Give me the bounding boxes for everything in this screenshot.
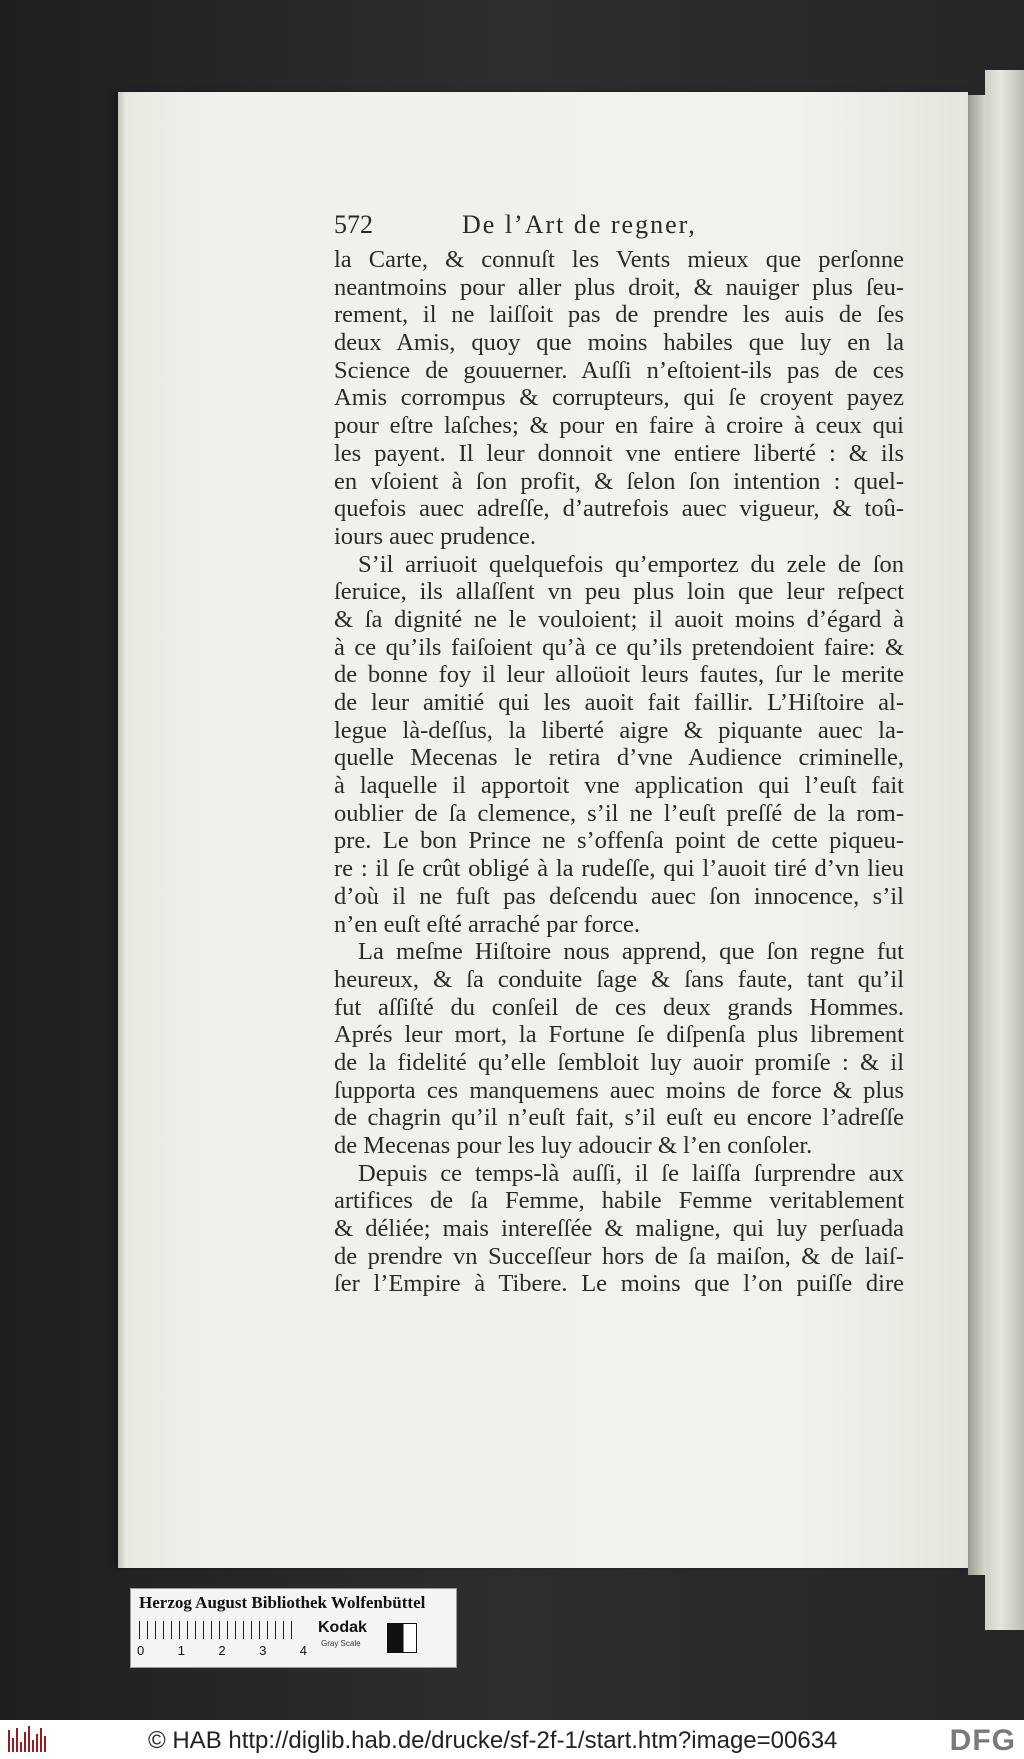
barcode-icon (8, 1726, 46, 1752)
text-line: oublier de ſa clemence, s’il ne l’euſt preſſé de la rom- (334, 799, 904, 827)
text-line: en vſoient à ſon profit, & ſelon ſon intention : quel- (334, 467, 904, 495)
footer-credit-link[interactable]: © HAB http://diglib.hab.de/drucke/sf-2f-1/start.htm?image=00634 (148, 1727, 838, 1754)
text-line: re : il ſe crût obligé à la rudeſſe, qui l’auoit tiré d’vn lieu (334, 855, 904, 883)
text-line: legue là-deſſus, la liberté aigre & piquante auec la- (334, 716, 904, 744)
text-line: de leur amitié qui les auoit fait faillir. L’Hiſtoire al- (334, 689, 904, 716)
text-line: de prendre vn Succeſſeur hors de ſa maiſon, & de laiſ- (334, 1242, 904, 1270)
text-line: quelle Mecenas le retira d’vne Audience criminelle, (334, 744, 904, 772)
gray-swatch (387, 1623, 417, 1653)
page-text (334, 210, 904, 1298)
text-line: heureux, & ſa conduite ſage & ſans faute, tant qu’il (334, 965, 904, 993)
text-line: pre. Le bon Prince ne s’offenſa point de cette piqueu- (334, 827, 904, 855)
text-line: d’où il ne fuſt pas deſcendu auec ſon innocence, s’il (334, 882, 904, 910)
text-line: Aprés leur mort, la Fortune ſe diſpenſa plus librement (334, 1021, 904, 1049)
text-line: ſer l’Empire à Tibere. Le moins que l’on puiſſe dire (334, 1270, 904, 1298)
text-line: & ſa dignité ne le vouloient; il auoit moins d’égard à (334, 605, 904, 633)
text-line: fut aſſiſté du conſeil de ces deux grands Hommes. (334, 993, 904, 1021)
text-line: la Carte, & connuſt les Vents mieux que perſonne (334, 246, 904, 273)
text-line: à ce qu’ils faiſoient qu’à ce qu’ils pretendoient faire: & (334, 633, 904, 661)
text-line: les payent. Il leur donnoit vne entiere liberté : & ils (334, 439, 904, 467)
page-number: 572 (334, 210, 373, 239)
running-head (334, 210, 904, 246)
text-line: & déliée; mais intereſſée & maligne, qui luy perſuada (334, 1215, 904, 1243)
text-line: Science de gouuerner. Auſſi n’eſtoient-ils pas de ces (334, 356, 904, 384)
card-title: Herzog August Bibliothek Wolfenbüttel (139, 1593, 426, 1612)
page-spine (118, 92, 126, 1568)
text-line: deux Amis, quoy que moins habiles que luy en la (334, 329, 904, 357)
text-line: Amis corrompus & corrupteurs, qui ſe croyent payez (334, 384, 904, 412)
text-line: n’en euſt eſté arraché par force. (334, 910, 641, 938)
dfg-logo: DFG (949, 1724, 1016, 1757)
text-line: iours auec prudence. (334, 522, 537, 550)
text-line: neantmoins pour aller plus droit, & nauiger plus ſeu- (334, 273, 904, 301)
text-line: La meſme Hiſtoire nous apprend, que ſon regne fut (358, 938, 904, 966)
text-line: Depuis ce temps-là auſſi, il ſe laiſſa ſurprendre aux (358, 1159, 904, 1187)
text-line: de la fidelité qu’elle ſembloit luy auoir promiſe : & il (334, 1048, 904, 1076)
text-line: quefois auec adreſſe, d’autrefois auec vigueur, & toû- (334, 495, 904, 523)
text-lines (334, 246, 904, 1298)
ruler-digit: 2 (218, 1643, 226, 1658)
ruler-digit: 0 (137, 1643, 145, 1658)
color-calibration-card (130, 1588, 457, 1668)
text-line: à laquelle il apportoit vne application qui l’euſt fait (334, 772, 904, 800)
text-line: de chagrin qu’il n’euſt fait, s’il euſt eu encore l’adreſſe (334, 1104, 904, 1132)
text-line: ſeruice, ils allaſſent vn peu plus loin que leur reſpect (334, 578, 904, 606)
running-head-title: De l’Art de regner, (462, 210, 697, 239)
text-line: artifices de ſa Femme, habile Femme veritablement (334, 1187, 904, 1215)
text-line: rement, il ne laiſſoit pas de prendre les auis de ſes (334, 301, 904, 329)
text-line: de bonne foy il leur alloüoit leurs fautes, ſur le merite (334, 661, 904, 689)
footer-bar (0, 1720, 1024, 1759)
text-line: ſupporta ces manquemens auec moins de force & plus (334, 1076, 904, 1104)
text-line: de Mecenas pour les luy adoucir & l’en conſoler. (334, 1132, 813, 1159)
ruler-digits (137, 1643, 307, 1658)
ruler-digit: 4 (299, 1643, 307, 1658)
ruler-digit: 3 (259, 1643, 267, 1658)
page-gutter-shadow (968, 95, 986, 1575)
card-scale-label: Gray Scale (321, 1639, 361, 1648)
card-brand: Kodak (318, 1619, 367, 1636)
text-line: S’il arriuoit quelquefois qu’emportez du zele de ſon (358, 550, 904, 578)
ruler-digit: 1 (177, 1643, 185, 1658)
facing-page-edge (985, 70, 1024, 1630)
text-line: pour eſtre laſches; & pour en faire à croire à ceux qui (334, 412, 904, 440)
ruler-scale (139, 1621, 299, 1639)
